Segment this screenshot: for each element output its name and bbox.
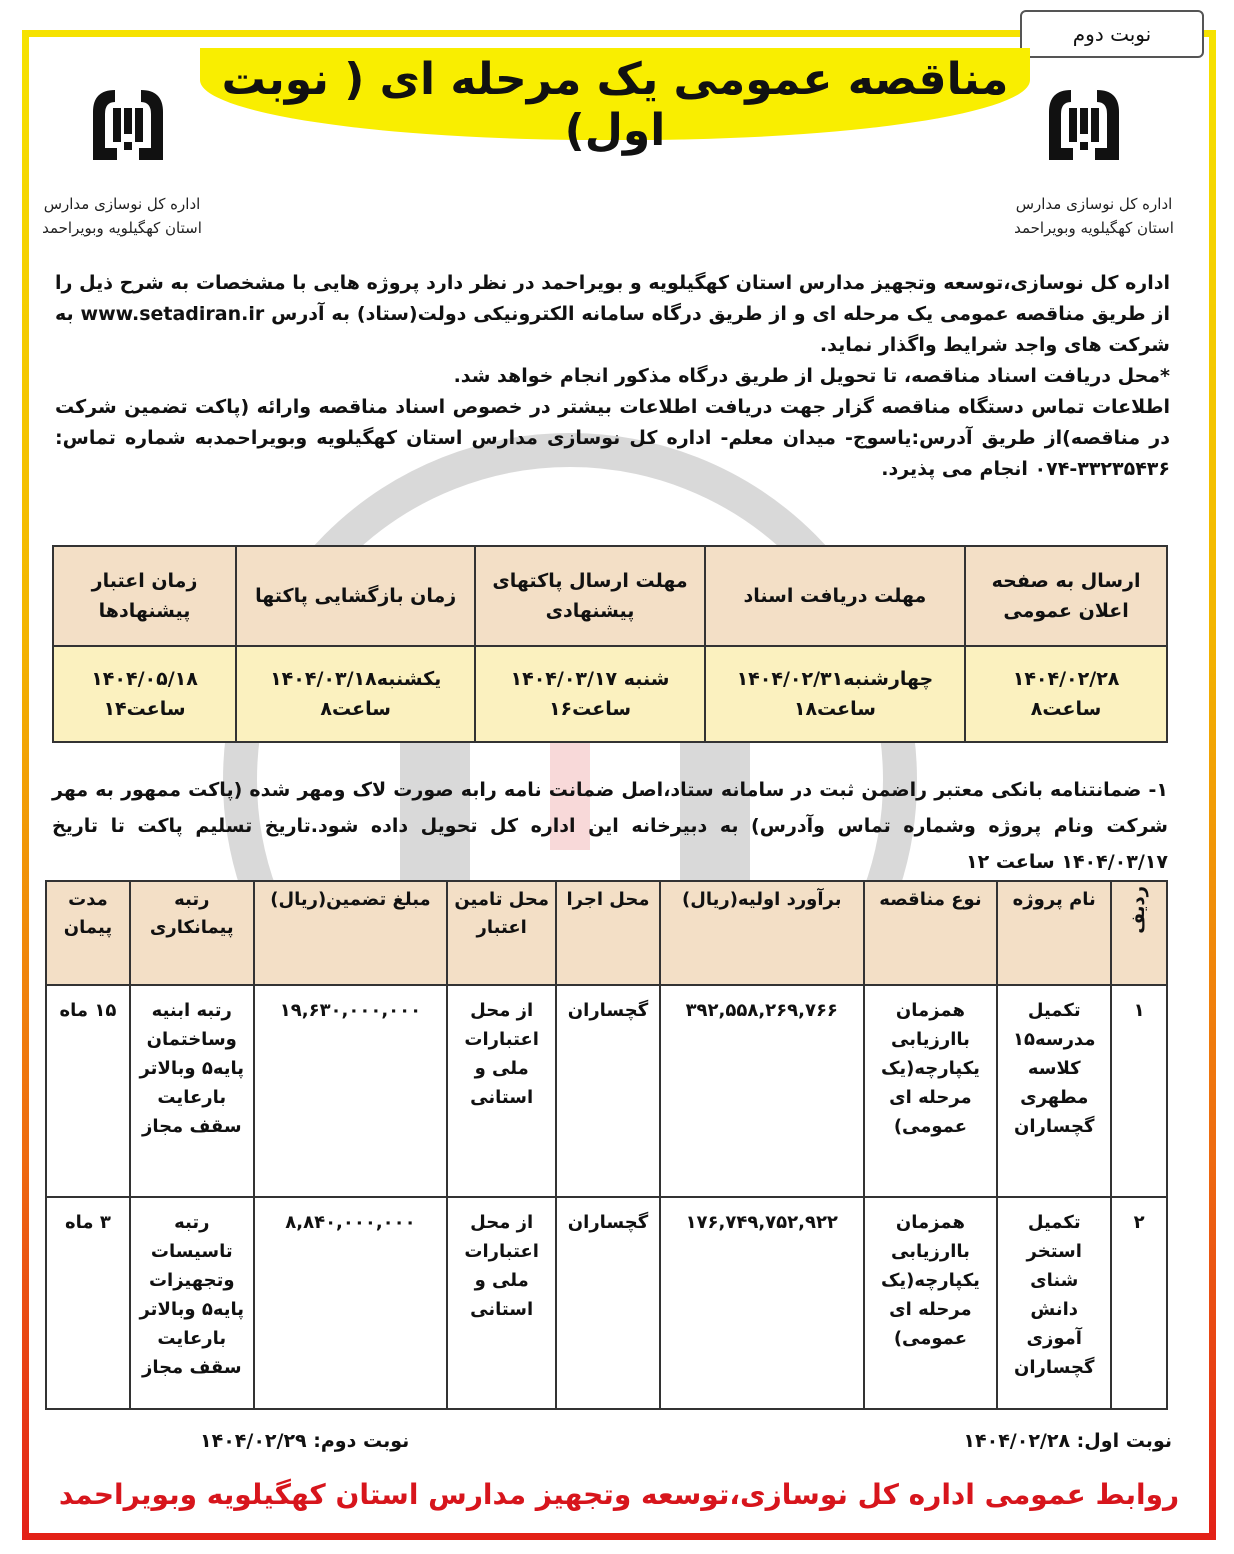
- table-cell: ۱۹,۶۳۰,۰۰۰,۰۰۰: [254, 985, 448, 1197]
- schedule-table: [52, 545, 1168, 743]
- round-badge: نوبت دوم: [1020, 10, 1204, 58]
- table-cell: از محل اعتبارات ملی و استانی: [447, 985, 556, 1197]
- organization-name: اداره کل نوسازی مدارس استان کهگیلویه وبویراحمد: [42, 195, 202, 237]
- table-cell: ۲: [1111, 1197, 1167, 1409]
- table-row: [46, 1197, 1167, 1409]
- first-publication-date: نوبت اول: ۱۴۰۴/۰۲/۲۸: [963, 1430, 1172, 1452]
- table-header: نوع مناقصه: [864, 881, 998, 985]
- table-cell: ۳۹۲,۵۵۸,۲۶۹,۷۶۶: [660, 985, 864, 1197]
- table-cell: شنبه ۱۴۰۴/۰۳/۱۷ ساعت۱۶: [475, 646, 704, 742]
- intro-text: [55, 268, 1170, 485]
- table-header: ارسال به صفحه اعلان عمومی: [965, 546, 1167, 646]
- table-header: نام پروژه: [997, 881, 1111, 985]
- table-cell: همزمان باارزیابی یکپارچه(یک مرحله ای عمومی): [864, 985, 998, 1197]
- footer-credit: روابط عمومی اداره کل نوسازی،توسعه وتجهیز مدارس استان کهگیلویه وبویراحمد: [58, 1478, 1180, 1511]
- table-cell: تکمیل استخر شنای دانش آموزی گچساران: [997, 1197, 1111, 1409]
- table-cell: ۱: [1111, 985, 1167, 1197]
- table-header: مدت پیمان: [46, 881, 130, 985]
- table-header: محل اجرا: [556, 881, 660, 985]
- table-cell: گچساران: [556, 1197, 660, 1409]
- table-cell: رتبه تاسیسات وتجهیزات پایه۵ وبالاتر بارعایت سقف مجاز: [130, 1197, 254, 1409]
- table-header: زمان اعتبار پیشنهادها: [53, 546, 236, 646]
- table-header-row: [53, 546, 1167, 646]
- table-cell: یکشنبه۱۴۰۴/۰۳/۱۸ ساعت۸: [236, 646, 475, 742]
- organization-name: اداره کل نوسازی مدارس استان کهگیلویه وبویراحمد: [1014, 195, 1174, 237]
- table-cell: ۱۴۰۴/۰۵/۱۸ ساعت۱۴: [53, 646, 236, 742]
- intro-paragraph: اطلاعات تماس دستگاه مناقصه گزار جهت دریافت اطلاعات بیشتر در خصوص اسناد مناقصه وارائه (پاکت تضمین شرکت در مناقصه)از طریق آدرس:یاسوج- میدان معلم- اداره کل نوسازی مدارس استان کهگیلویه وبویراحمدبه شماره تماس: ۳۳۲۳۵۴۳۶-۰۷۴ انجام می پذیرد.: [55, 396, 1170, 480]
- table-header-row: [46, 881, 1167, 985]
- table-header: ردیف: [1111, 881, 1167, 985]
- table-header: زمان بازگشایی پاکتها: [236, 546, 475, 646]
- intro-paragraph: *محل دریافت اسناد مناقصه، تا تحویل از طریق درگاه مذکور انجام خواهد شد.: [453, 365, 1170, 387]
- table-cell: ۸,۸۴۰,۰۰۰,۰۰۰: [254, 1197, 448, 1409]
- website-link[interactable]: www.setadiran.ir: [80, 303, 265, 325]
- organization-logo: [83, 82, 173, 172]
- projects-table: [45, 880, 1168, 1410]
- table-cell: چهارشنبه۱۴۰۴/۰۲/۳۱ ساعت۱۸: [705, 646, 965, 742]
- table-header: محل تامین اعتبار: [447, 881, 556, 985]
- table-header: مبلغ تضمین(ریال): [254, 881, 448, 985]
- table-cell: ۱۴۰۴/۰۲/۲۸ ساعت۸: [965, 646, 1167, 742]
- table-cell: رتبه ابنیه وساختمان پایه۵ وبالاتر بارعایت سقف مجاز: [130, 985, 254, 1197]
- table-cell: ۱۵ ماه: [46, 985, 130, 1197]
- table-header: مهلت ارسال پاکتهای پیشنهادی: [475, 546, 704, 646]
- table-cell: ۱۷۶,۷۴۹,۷۵۲,۹۲۲: [660, 1197, 864, 1409]
- intro-paragraph: اداره کل نوسازی،توسعه وتجهیز مدارس استان کهگیلویه و بویراحمد در نظر دارد پروژه هایی با مشخصات به شرح ذیل را از طریق مناقصه عمومی یک مرحله ای و از طریق درگاه سامانه الکترونیکی دولت(ستاد) به آدرس www.setadiran.ir به شرکت های واجد شرایط واگذار نماید.: [55, 272, 1170, 356]
- table-cell: ۳ ماه: [46, 1197, 130, 1409]
- table-cell: همزمان باارزیابی یکپارچه(یک مرحله ای عمومی): [864, 1197, 998, 1409]
- table-row: [46, 985, 1167, 1197]
- table-cell: از محل اعتبارات ملی و استانی: [447, 1197, 556, 1409]
- second-publication-date: نوبت دوم: ۱۴۰۴/۰۲/۲۹: [200, 1430, 410, 1452]
- table-header: رتبه پیمانکاری: [130, 881, 254, 985]
- table-header: مهلت دریافت اسناد: [705, 546, 965, 646]
- page-title: مناقصه عمومی یک مرحله ای ( نوبت اول): [221, 54, 1009, 156]
- table-header: برآورد اولیه(ریال): [660, 881, 864, 985]
- table-cell: گچساران: [556, 985, 660, 1197]
- table-cell: تکمیل مدرسه۱۵ کلاسه مطهری گچساران: [997, 985, 1111, 1197]
- table-row: [53, 646, 1167, 742]
- organization-logo: [1039, 82, 1129, 172]
- guarantee-note: ۱- ضمانتنامه بانکی معتبر راضمن ثبت در سامانه ستاد،اصل ضمانت نامه رابه صورت لاک ومهر شده (پاکت ممهور به مهر شرکت ونام پروژه وشماره تماس وآدرس) به دبیرخانه این اداره کل تحویل داده شود.تاریخ تسلیم پاکت تا تاریخ ۱۴۰۴/۰۳/۱۷ ساعت ۱۲: [52, 779, 1168, 873]
